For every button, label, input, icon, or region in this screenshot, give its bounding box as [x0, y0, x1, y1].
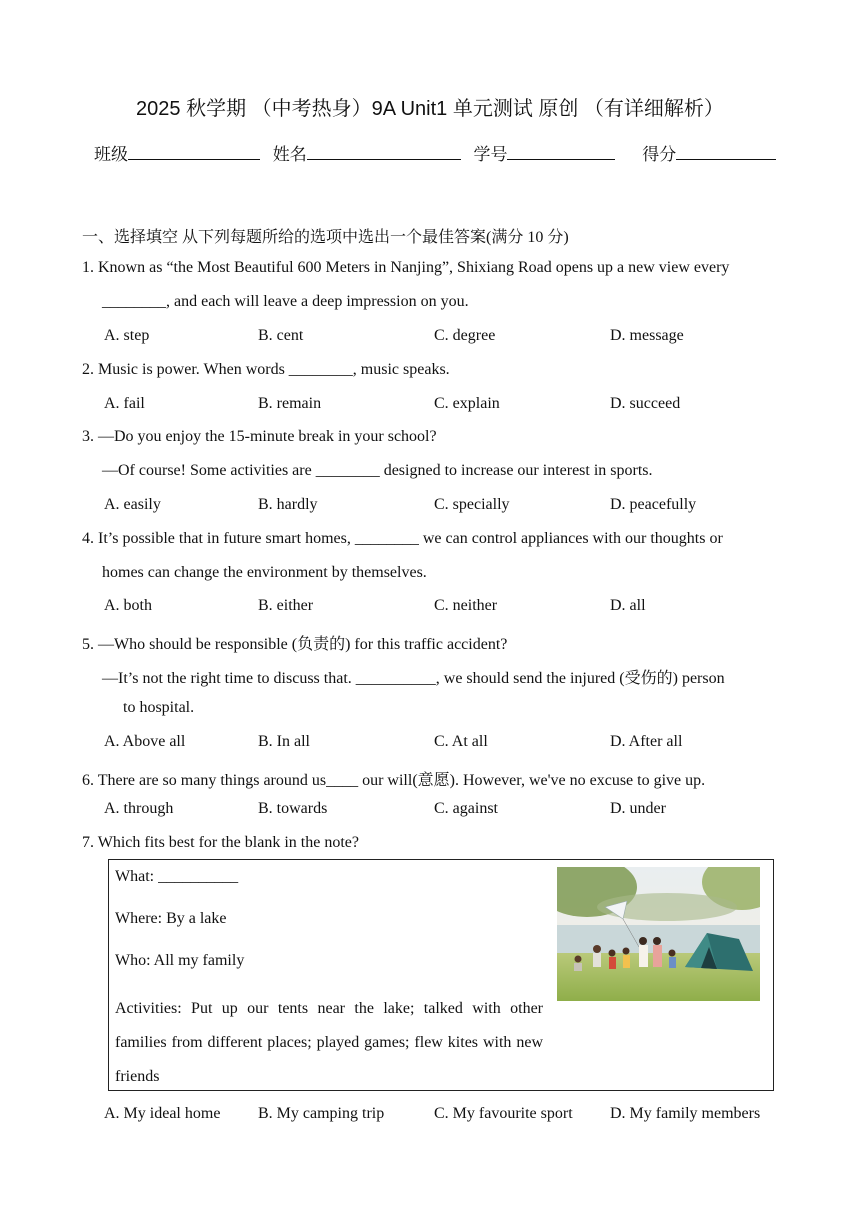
q3-option-b: B. hardly [258, 496, 318, 513]
note-who: Who: All my family [115, 952, 245, 969]
section-heading: 一、选择填空 从下列每题所给的选项中选出一个最佳答案(满分 10 分) [82, 229, 569, 246]
q5-option-b: B. In all [258, 733, 310, 750]
family-camping-photo [557, 867, 760, 1001]
score-label: 得分 [642, 145, 677, 164]
q2-option-d: D. succeed [610, 395, 681, 412]
q4-option-c: C. neither [434, 597, 498, 614]
note-what: What: __________ [115, 868, 239, 885]
question-7-line-1: 7. Which fits best for the blank in the note? [82, 834, 359, 851]
question-5-line-1: 5. —Who should be responsible (负责的) for this traffic accident? [82, 636, 508, 653]
question-1-line-2: ________, and each will leave a deep impression on you. [102, 293, 469, 310]
q1-option-d: D. message [610, 327, 684, 344]
note-where: Where: By a lake [115, 910, 227, 927]
question-1-line-1: 1. Known as “the Most Beautiful 600 Meters in Nanjing”, Shixiang Road opens up a new view every [82, 259, 730, 276]
q3-option-d: D. peacefully [610, 496, 697, 513]
page-title: 2025 秋学期 （中考热身）9A Unit1 单元测试 原创 （有详细解析） [136, 98, 724, 120]
q2-option-b: B. remain [258, 395, 322, 412]
q4-option-d: D. all [610, 597, 646, 614]
question-5-line-2: —It’s not the right time to discuss that. __________, we should send the injured (受伤的) person [102, 670, 725, 687]
q7-option-a: A. My ideal home [104, 1105, 221, 1122]
score-blank [676, 143, 776, 160]
q3-option-c: C. specially [434, 496, 510, 513]
note-box [108, 859, 774, 1091]
q6-option-d: D. under [610, 800, 666, 817]
q1-option-c: C. degree [434, 327, 496, 344]
student-info-line [94, 140, 794, 165]
name-blank [307, 143, 461, 160]
q7-option-c: C. My favourite sport [434, 1105, 573, 1122]
question-4-line-2: homes can change the environment by themselves. [102, 564, 427, 581]
q3-option-a: A. easily [104, 496, 161, 513]
question-5-line-3: to hospital. [123, 699, 195, 716]
q1-option-b: B. cent [258, 327, 304, 344]
class-label: 班级 [94, 145, 128, 164]
id-label: 学号 [473, 145, 508, 164]
q5-option-d: D. After all [610, 733, 683, 750]
q2-option-c: C. explain [434, 395, 500, 412]
question-6-line-1: 6. There are so many things around us____ our will(意愿). However, we've no excuse to give up. [82, 772, 706, 789]
q7-option-d: D. My family members [610, 1105, 761, 1122]
q7-option-b: B. My camping trip [258, 1105, 385, 1122]
q6-option-b: B. towards [258, 800, 328, 817]
q6-option-c: C. against [434, 800, 498, 817]
q4-option-b: B. either [258, 597, 314, 614]
q6-option-a: A. through [104, 800, 174, 817]
q5-option-a: A. Above all [104, 733, 186, 750]
q5-option-c: C. At all [434, 733, 488, 750]
class-blank [128, 143, 260, 160]
q4-option-a: A. both [104, 597, 152, 614]
question-3-line-1: 3. —Do you enjoy the 15-minute break in your school? [82, 428, 437, 445]
name-label: 姓名 [272, 145, 307, 164]
id-blank [507, 143, 615, 160]
question-2-line-1: 2. Music is power. When words ________, music speaks. [82, 361, 450, 378]
question-3-line-2: —Of course! Some activities are ________ designed to increase our interest in sports. [102, 462, 653, 479]
question-4-line-1: 4. It’s possible that in future smart homes, ________ we can control appliances with our thoughts or [82, 530, 723, 547]
note-activities: Activities: Put up our tents near the lake; talked with other families from different places; played games; flew kites with new friends [115, 1000, 543, 1085]
q1-option-a: A. step [104, 327, 150, 344]
q2-option-a: A. fail [104, 395, 145, 412]
